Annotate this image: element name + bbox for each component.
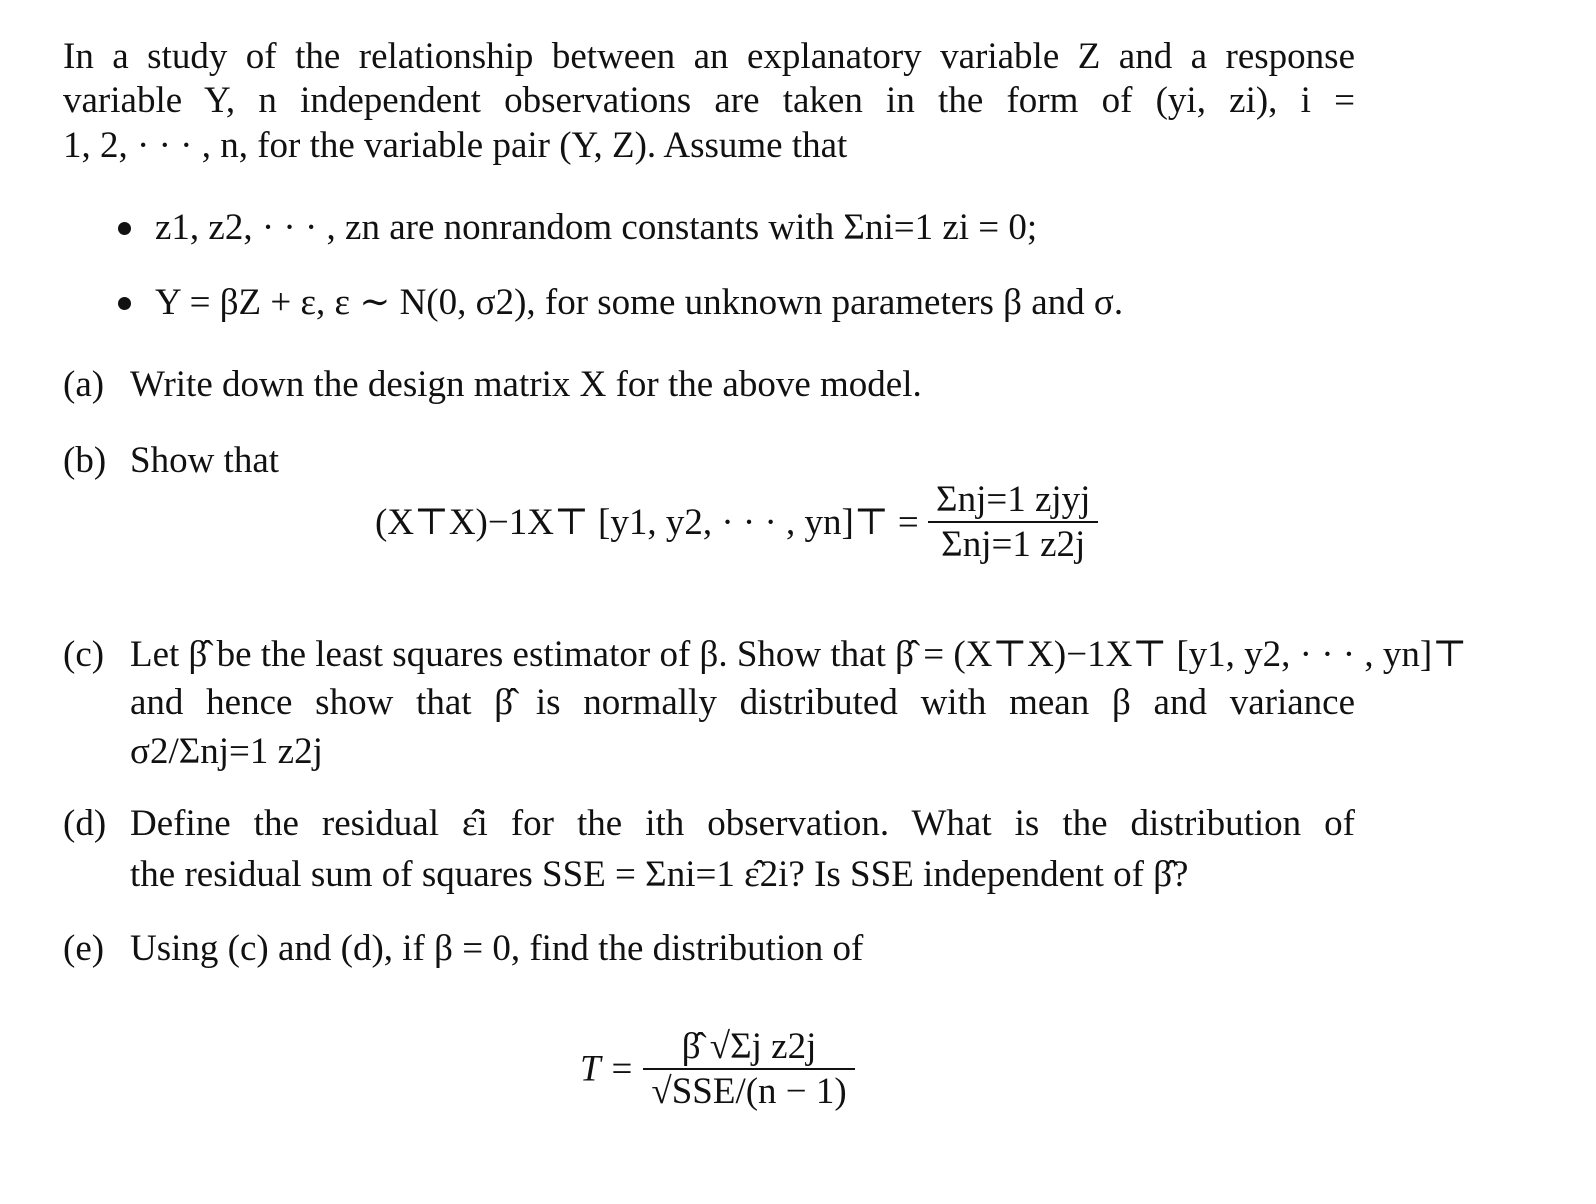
intro-line-2: variable Y, n independent observations are taken in the form of (yi, zi), i =: [63, 80, 1355, 121]
intro-line-1: In a study of the relationship between an explanatory variable Z and a response: [63, 36, 1355, 77]
intro-line-3: 1, 2, · · · , n, for the variable pair (Y, Z). Assume that: [63, 125, 848, 166]
part-d-label: (d): [63, 803, 107, 844]
bullet-icon: [118, 222, 131, 235]
part-e-text: Using (c) and (d), if β = 0, find the distribution of: [130, 928, 864, 969]
part-b-text: Show that: [130, 440, 280, 481]
part-b-equation-lhs: (X⊤X)−1X⊤ [y1, y2, · · · , yn]⊤ =: [375, 502, 919, 543]
part-e-equation: [580, 1025, 855, 1113]
part-b-equation: [375, 478, 1098, 566]
part-c-label: (c): [63, 634, 105, 675]
part-e-equation-lhs: T =: [580, 1048, 635, 1090]
part-c-line-2: and hence show that β̂ is normally distributed with mean β and variance: [130, 682, 1355, 723]
part-b-denominator: Σnj=1 z2j: [928, 521, 1098, 566]
assumption-2: Y = βZ + ε, ε ∼ N(0, σ2), for some unknown parameters β and σ.: [155, 282, 1124, 323]
part-a-text: Write down the design matrix X for the above model.: [130, 364, 922, 405]
part-e-label: (e): [63, 928, 105, 969]
part-d-line-1: Define the residual ε̂i for the ith observation. What is the distribution of: [130, 803, 1355, 844]
part-d-line-2: the residual sum of squares SSE = Σni=1 ε̂2i? Is SSE independent of β̂?: [130, 854, 1189, 895]
part-e-fraction: [643, 1025, 854, 1113]
part-b-numerator: Σnj=1 zjyj: [936, 479, 1091, 520]
assumption-1: z1, z2, · · · , zn are nonrandom constants with Σni=1 zi = 0;: [155, 207, 1038, 248]
part-e-numerator: β̂ √Σj z2j: [681, 1026, 817, 1067]
part-a-label: (a): [63, 364, 105, 405]
part-b-label: (b): [63, 440, 107, 481]
part-c-line-1: Let β̂ be the least squares estimator of β. Show that β̂ = (X⊤X)−1X⊤ [y1, y2, · · · , yn]⊤: [130, 634, 1467, 675]
part-b-fraction: [928, 478, 1098, 566]
part-c-line-3: σ2/Σnj=1 z2j: [130, 731, 323, 772]
bullet-icon: [118, 297, 131, 310]
part-e-denominator: √SSE/(n − 1): [643, 1068, 854, 1113]
